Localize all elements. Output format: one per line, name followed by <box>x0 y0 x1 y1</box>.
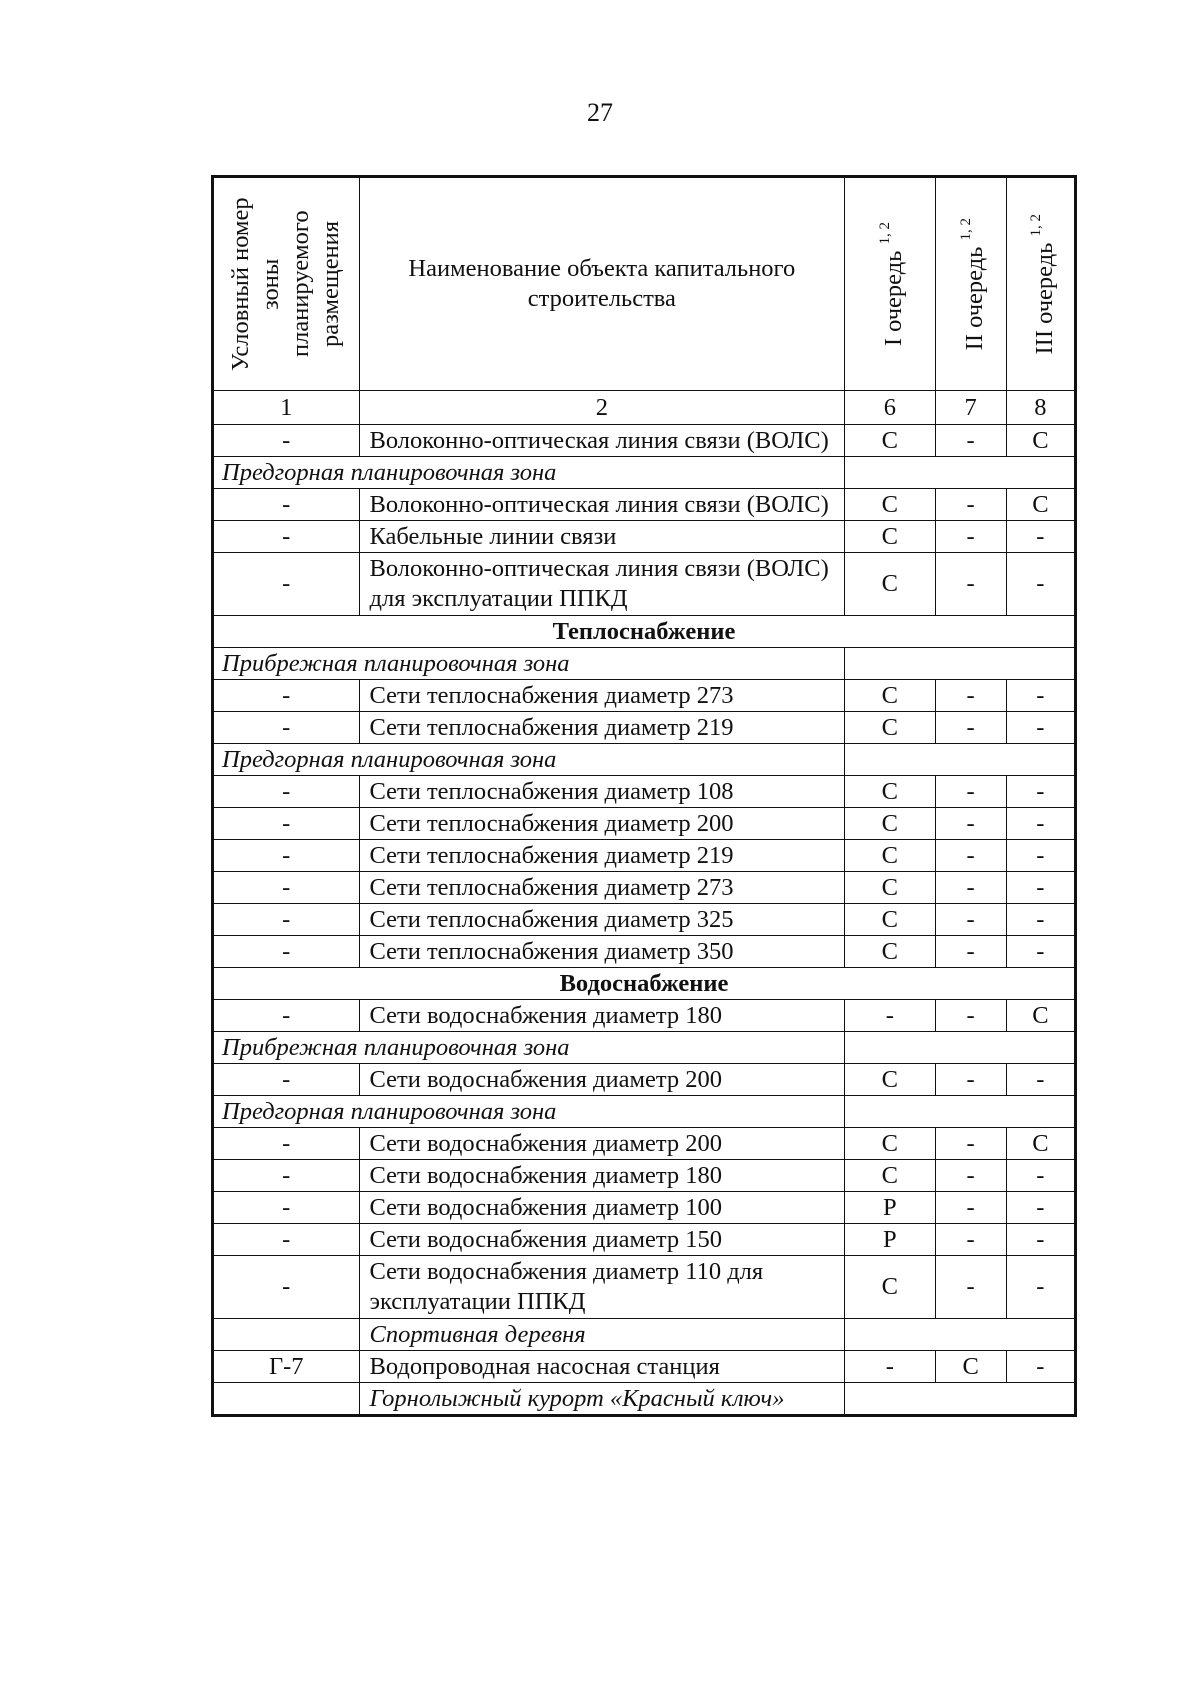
stage-2-cell: - <box>935 1160 1006 1192</box>
stage-2-cell: - <box>935 489 1006 521</box>
zone-number-cell: - <box>213 489 360 521</box>
object-name-cell: Сети теплоснабжения диаметр 273 <box>359 872 845 904</box>
stage-3-cell: С <box>1006 1128 1075 1160</box>
stage-1-cell: - <box>845 1351 935 1383</box>
stage-2-cell: - <box>935 680 1006 712</box>
zone-heading-empty <box>845 457 1076 489</box>
stage-2-cell: - <box>935 808 1006 840</box>
zone-number-cell: - <box>213 872 360 904</box>
header-stage-3-sup: 1, 2 <box>1027 213 1044 237</box>
section-heading: Водоснабжение <box>213 968 1076 1000</box>
stage-2-cell: - <box>935 1128 1006 1160</box>
header-stage-1-text: I очередь <box>880 250 908 347</box>
zone-heading-empty <box>845 648 1076 680</box>
table-header-row <box>213 177 1076 391</box>
header-stage-2-sup: 1, 2 <box>958 217 975 241</box>
object-name-cell: Сети теплоснабжения диаметр 219 <box>359 840 845 872</box>
object-name-cell: Водопроводная насосная станция <box>359 1351 845 1383</box>
table-row <box>213 1224 1076 1256</box>
zone-number-cell: - <box>213 712 360 744</box>
object-name-cell: Сети водоснабжения диаметр 200 <box>359 1064 845 1096</box>
zone-number-cell: - <box>213 521 360 553</box>
stage-2-cell: С <box>935 1351 1006 1383</box>
stage-3-cell: - <box>1006 1256 1075 1319</box>
object-name-cell: Кабельные линии связи <box>359 521 845 553</box>
stage-3-cell: - <box>1006 872 1075 904</box>
object-name-cell: Сети водоснабжения диаметр 180 <box>359 1000 845 1032</box>
header-stage-1 <box>845 177 935 391</box>
table-row <box>213 712 1076 744</box>
header-object-name-text: Наименование объекта капитального строительства <box>408 255 796 312</box>
zone-number-cell: - <box>213 1224 360 1256</box>
subzone-empty-cell <box>213 1319 360 1351</box>
table-row <box>213 1160 1076 1192</box>
table-row <box>213 1351 1076 1383</box>
header-object-name <box>359 177 845 391</box>
zone-number-cell: - <box>213 1064 360 1096</box>
stage-3-cell: - <box>1006 1160 1075 1192</box>
table-row <box>213 1192 1076 1224</box>
stage-1-cell: С <box>845 489 935 521</box>
stage-1-cell: С <box>845 712 935 744</box>
subzone-stages-empty <box>845 1319 1076 1351</box>
stage-1-cell: С <box>845 521 935 553</box>
table-row <box>213 680 1076 712</box>
column-number: 7 <box>935 391 1006 425</box>
zone-heading: Предгорная планировочная зона <box>213 457 845 489</box>
header-stage-2 <box>935 177 1006 391</box>
table-row <box>213 936 1076 968</box>
stage-1-cell: С <box>845 936 935 968</box>
header-stage-1-sup: 1, 2 <box>877 221 894 245</box>
object-name-cell: Волоконно-оптическая линия связи (ВОЛС) <box>359 425 845 457</box>
stage-1-cell: С <box>845 680 935 712</box>
zone-heading: Предгорная планировочная зона <box>213 744 845 776</box>
object-name-cell: Сети водоснабжения диаметр 200 <box>359 1128 845 1160</box>
header-stage-3 <box>1006 177 1075 391</box>
column-number: 2 <box>359 391 845 425</box>
header-zone-number <box>213 177 360 391</box>
object-name-cell: Сети водоснабжения диаметр 100 <box>359 1192 845 1224</box>
stage-3-cell: - <box>1006 521 1075 553</box>
zone-heading-empty <box>845 1032 1076 1064</box>
zone-number-cell: - <box>213 936 360 968</box>
stage-1-cell: С <box>845 840 935 872</box>
zone-number-cell: - <box>213 904 360 936</box>
stage-3-cell: С <box>1006 425 1075 457</box>
object-name-cell: Сети водоснабжения диаметр 150 <box>359 1224 845 1256</box>
table-row <box>213 489 1076 521</box>
stage-2-cell: - <box>935 1256 1006 1319</box>
stage-2-cell: - <box>935 1192 1006 1224</box>
section-heading-row <box>213 968 1076 1000</box>
stage-2-cell: - <box>935 936 1006 968</box>
subzone-heading: Спортивная деревня <box>359 1319 845 1351</box>
stage-3-cell: - <box>1006 808 1075 840</box>
table-row <box>213 872 1076 904</box>
subzone-heading-row <box>213 1383 1076 1416</box>
stage-3-cell: - <box>1006 1064 1075 1096</box>
stage-2-cell: - <box>935 1000 1006 1032</box>
object-name-cell: Сети теплоснабжения диаметр 200 <box>359 808 845 840</box>
table-row <box>213 521 1076 553</box>
zone-heading-row <box>213 457 1076 489</box>
zone-number-cell: - <box>213 840 360 872</box>
stage-1-cell: С <box>845 776 935 808</box>
zone-number-cell: - <box>213 553 360 616</box>
stage-3-cell: - <box>1006 1224 1075 1256</box>
table-row <box>213 1064 1076 1096</box>
zone-number-cell: - <box>213 1128 360 1160</box>
stage-1-cell: С <box>845 1064 935 1096</box>
stage-2-cell: - <box>935 776 1006 808</box>
zone-heading-row <box>213 1096 1076 1128</box>
table-row <box>213 553 1076 616</box>
zone-heading: Прибрежная планировочная зона <box>213 1032 845 1064</box>
table-body <box>213 425 1076 1416</box>
header-stage-2-text: II очередь <box>961 246 989 351</box>
zone-heading: Прибрежная планировочная зона <box>213 648 845 680</box>
table-row <box>213 1128 1076 1160</box>
stage-3-cell: - <box>1006 904 1075 936</box>
zone-number-cell: - <box>213 1192 360 1224</box>
stage-3-cell: - <box>1006 553 1075 616</box>
stage-1-cell: С <box>845 1128 935 1160</box>
stage-2-cell: - <box>935 904 1006 936</box>
stage-1-cell: Р <box>845 1192 935 1224</box>
stage-1-cell: С <box>845 1256 935 1319</box>
column-number-row <box>213 391 1076 425</box>
stage-1-cell: С <box>845 872 935 904</box>
stage-3-cell: - <box>1006 936 1075 968</box>
subzone-stages-empty <box>845 1383 1076 1416</box>
zone-number-cell: - <box>213 808 360 840</box>
table-row <box>213 425 1076 457</box>
object-name-cell: Сети водоснабжения диаметр 180 <box>359 1160 845 1192</box>
object-name-cell: Сети водоснабжения диаметр 110 для эксплуатации ППКД <box>359 1256 845 1319</box>
zone-heading: Предгорная планировочная зона <box>213 1096 845 1128</box>
table-row <box>213 840 1076 872</box>
stage-1-cell: - <box>845 1000 935 1032</box>
stage-3-cell: - <box>1006 840 1075 872</box>
subzone-empty-cell <box>213 1383 360 1416</box>
object-name-cell: Сети теплоснабжения диаметр 350 <box>359 936 845 968</box>
object-name-cell: Сети теплоснабжения диаметр 273 <box>359 680 845 712</box>
object-name-cell: Сети теплоснабжения диаметр 325 <box>359 904 845 936</box>
stage-2-cell: - <box>935 521 1006 553</box>
zone-number-cell: - <box>213 1160 360 1192</box>
table-row <box>213 808 1076 840</box>
object-name-cell: Волоконно-оптическая линия связи (ВОЛС) <box>359 489 845 521</box>
zone-number-cell: - <box>213 1000 360 1032</box>
header-zone-number-text: Условный номер зоны планируемого размещения <box>227 197 345 371</box>
subzone-heading: Горнолыжный курорт «Красный ключ» <box>359 1383 845 1416</box>
column-number: 6 <box>845 391 935 425</box>
stage-2-cell: - <box>935 840 1006 872</box>
stage-3-cell: С <box>1006 1000 1075 1032</box>
zone-heading-row <box>213 744 1076 776</box>
stage-2-cell: - <box>935 1224 1006 1256</box>
zone-heading-row <box>213 1032 1076 1064</box>
zone-number-cell: Г-7 <box>213 1351 360 1383</box>
stage-1-cell: С <box>845 904 935 936</box>
zone-number-cell: - <box>213 425 360 457</box>
section-heading-row <box>213 616 1076 648</box>
table-row <box>213 1256 1076 1319</box>
subzone-heading-row <box>213 1319 1076 1351</box>
zone-number-cell: - <box>213 1256 360 1319</box>
section-heading: Теплоснабжение <box>213 616 1076 648</box>
zone-heading-empty <box>845 744 1076 776</box>
object-name-cell: Сети теплоснабжения диаметр 108 <box>359 776 845 808</box>
stage-2-cell: - <box>935 1064 1006 1096</box>
page-number: 27 <box>587 98 613 127</box>
header-stage-3-text: III очередь <box>1030 242 1058 355</box>
stage-1-cell: С <box>845 1160 935 1192</box>
zone-heading-row <box>213 648 1076 680</box>
stage-2-cell: - <box>935 872 1006 904</box>
capital-construction-table <box>211 175 1077 1417</box>
table-row <box>213 776 1076 808</box>
stage-2-cell: - <box>935 712 1006 744</box>
zone-number-cell: - <box>213 776 360 808</box>
table-row <box>213 1000 1076 1032</box>
stage-3-cell: - <box>1006 776 1075 808</box>
zone-number-cell: - <box>213 680 360 712</box>
stage-3-cell: - <box>1006 1192 1075 1224</box>
zone-heading-empty <box>845 1096 1076 1128</box>
stage-3-cell: - <box>1006 680 1075 712</box>
stage-3-cell: - <box>1006 712 1075 744</box>
stage-2-cell: - <box>935 553 1006 616</box>
stage-1-cell: Р <box>845 1224 935 1256</box>
stage-1-cell: С <box>845 553 935 616</box>
stage-3-cell: С <box>1006 489 1075 521</box>
stage-1-cell: С <box>845 425 935 457</box>
column-number: 8 <box>1006 391 1075 425</box>
table-row <box>213 904 1076 936</box>
object-name-cell: Сети теплоснабжения диаметр 219 <box>359 712 845 744</box>
stage-2-cell: - <box>935 425 1006 457</box>
object-name-cell: Волоконно-оптическая линия связи (ВОЛС) для эксплуатации ППКД <box>359 553 845 616</box>
stage-1-cell: С <box>845 808 935 840</box>
column-number: 1 <box>213 391 360 425</box>
stage-3-cell: - <box>1006 1351 1075 1383</box>
